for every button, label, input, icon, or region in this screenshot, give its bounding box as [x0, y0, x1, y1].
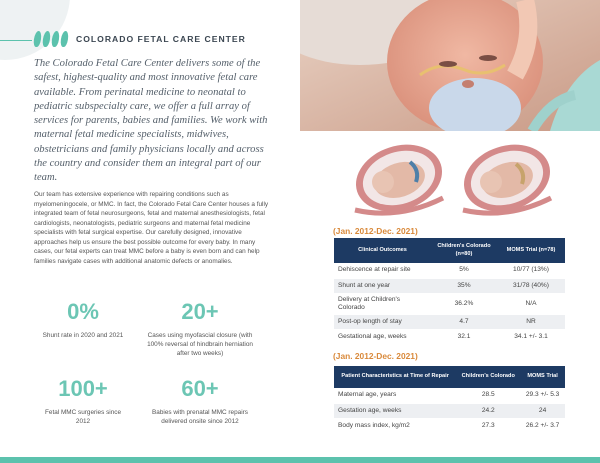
corner-decoration	[0, 0, 70, 60]
column-header: MOMS Trial	[520, 366, 565, 388]
header-accent-line	[0, 40, 32, 41]
stat-label: Fetal MMC surgeries since 2012	[45, 409, 121, 426]
table-row	[334, 314, 565, 329]
stat-value: 100+	[58, 376, 108, 401]
column-header: Patient Characteristics at Time of Repair	[334, 366, 456, 388]
table-row	[334, 403, 565, 418]
table-row	[334, 263, 565, 278]
table-cell: 27.3	[456, 418, 520, 433]
table-cell: NR	[497, 314, 565, 329]
stat-value: 0%	[67, 299, 99, 324]
column-header: Clinical Outcomes	[334, 238, 431, 263]
newborn-photo	[300, 0, 600, 131]
table-header-row	[334, 238, 565, 263]
column-header: MOMS Trial (n=78)	[497, 238, 565, 263]
table-cell: 32.1	[431, 329, 497, 344]
table-cell: 29.3 +/- 5.3	[520, 388, 565, 403]
table-row	[334, 418, 565, 433]
table-row	[334, 329, 565, 344]
column-header: Children's Colorado	[456, 366, 520, 388]
table-cell: 34.1 +/- 3.1	[497, 329, 565, 344]
table-cell: Gestation age, weeks	[334, 403, 456, 418]
stat-label: Babies with prenatal MMC repairs delivered onsite since 2012	[152, 409, 248, 426]
footer-band	[0, 457, 600, 463]
table-cell: Shunt at one year	[334, 278, 431, 293]
table-title: (Jan. 2012-Dec. 2021)	[333, 351, 418, 361]
table-cell: 10/77 (13%)	[497, 263, 565, 278]
table-title: (Jan. 2012-Dec. 2021)	[333, 226, 418, 236]
table-row	[334, 388, 565, 403]
stat-shunt-rate	[40, 301, 126, 340]
patient-characteristics-table	[334, 366, 565, 434]
stat-label: Shunt rate in 2020 and 2021	[42, 332, 124, 339]
brand-title: COLORADO FETAL CARE CENTER	[76, 34, 246, 44]
clinical-outcomes-table	[334, 238, 565, 345]
table-cell: 36.2%	[431, 293, 497, 314]
stat-label: Cases using myofascial closure (with 100% reversal of hindbrain herniation after two weeks)	[147, 332, 253, 358]
table-cell: Dehiscence at repair site	[334, 263, 431, 278]
table-cell: Delivery at Children's Colorado	[334, 293, 431, 314]
table-cell: N/A	[497, 293, 565, 314]
table-cell: Body mass index, kg/m2	[334, 418, 456, 433]
table-cell: 28.5	[456, 388, 520, 403]
column-header: Children's Colorado (n=80)	[431, 238, 497, 263]
table-cell: Maternal age, years	[334, 388, 456, 403]
table-cell: 4.7	[431, 314, 497, 329]
fetal-surgery-illustration	[458, 140, 556, 221]
table-row	[334, 278, 565, 293]
intro-paragraph: The Colorado Fetal Care Center delivers some of the safest, highest-quality and most innovative fetal care available. From perinatal medicine to neonatal to pediatric subspecialty care, we offer a full array of services for parents, babies and families. We work with maternal fetal medicine specialists, midwives, obstetricians and family physicians locally and across the country and consider them an integral part of our team.	[34, 58, 268, 184]
table-cell: Post-op length of stay	[334, 314, 431, 329]
stat-value: 60+	[181, 376, 219, 401]
table-cell: 24.2	[456, 403, 520, 418]
leaf-logo-icon	[34, 31, 68, 47]
body-paragraph: Our team has extensive experience with repairing conditions such as myelomeningocele, or MMC. In fact, the Colorado Fetal Care Center houses a fully integrated team of fetal neurosurgeons, fetal and maternal anesthesiologists, fetal cardiologists, neonatologists, pediatric surgeons and maternal fetal medicine specialists with fetal surgical expertise. Our carefully designed, innovative approaches help us ensure the best possible outcome for every baby. In many cases, our fetal experts can treat MMC before a baby is even born and can help families navigate cases with additional anatomic defects or anomalies.	[34, 191, 269, 265]
table-cell: 35%	[431, 278, 497, 293]
stat-value: 20+	[181, 299, 219, 324]
table-row	[334, 293, 565, 314]
table-cell: 5%	[431, 263, 497, 278]
table-cell: 26.2 +/- 3.7	[520, 418, 565, 433]
table-cell: 31/78 (40%)	[497, 278, 565, 293]
table-cell: Gestational age, weeks	[334, 329, 431, 344]
table-header-row	[334, 366, 565, 388]
header	[34, 31, 246, 47]
stat-mmc-surgeries	[40, 378, 126, 426]
stat-myofascial-cases	[140, 301, 260, 359]
stat-babies-delivered	[145, 378, 255, 426]
fetal-surgery-illustration	[350, 140, 448, 221]
table-cell: 24	[520, 403, 565, 418]
